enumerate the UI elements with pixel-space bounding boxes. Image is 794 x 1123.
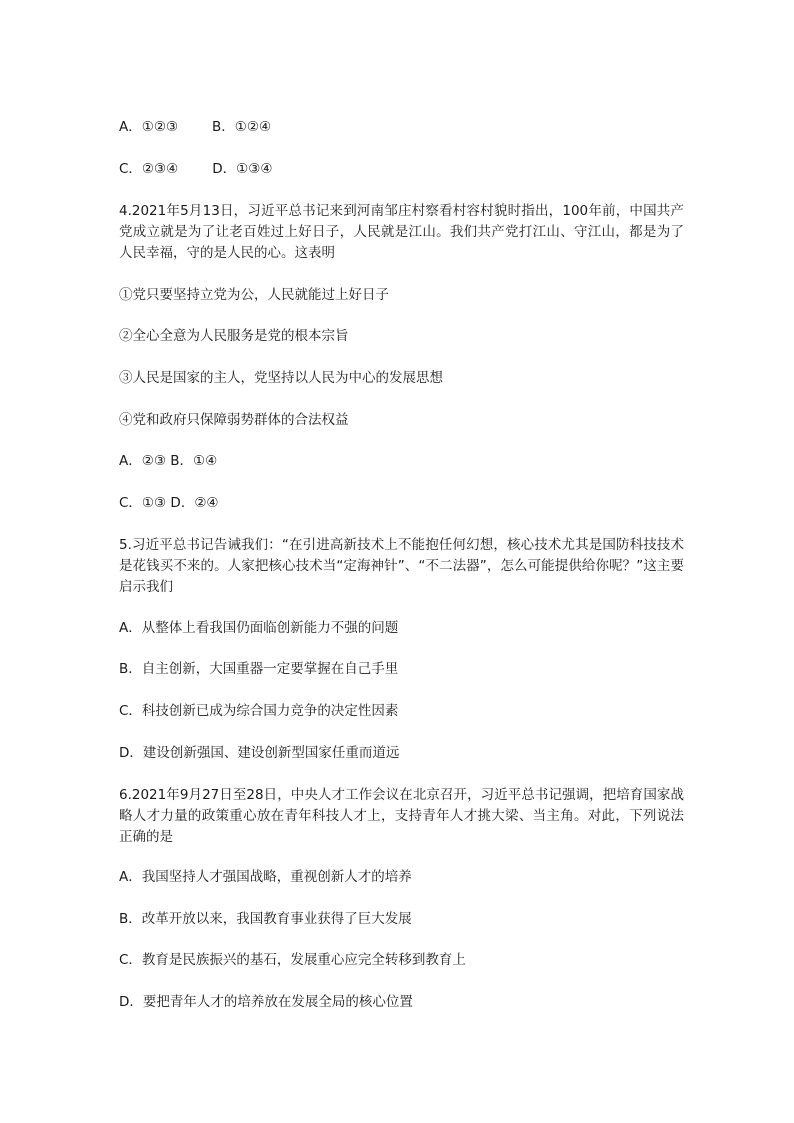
q4-stem: 4.2021年5月13日，习近平总书记来到河南邹庄村察看村容村貌时指出，100年前，中国共产党成立就是为了让老百姓过上好日子，人民就是江山。我们共产党打江山、守江山，都是为了人民幸福，守的是人民的心。这表明	[119, 203, 684, 261]
q3-option-d: D．①③④	[212, 161, 273, 177]
q5-option-d: D．建设创新强国、建设创新型国家任重而道远	[119, 745, 400, 761]
q4-item-1: ①党只要坚持立党为公，人民就能过上好日子	[119, 287, 389, 303]
q4-options-ab: A．②③ B．①④	[119, 453, 218, 469]
q3-option-b: B．①②④	[212, 119, 272, 135]
q6-option-a: A．我国坚持人才强国战略，重视创新人才的培养	[119, 869, 412, 885]
q6-option-b: B．改革开放以来，我国教育事业获得了巨大发展	[119, 911, 412, 927]
q3-options-row-1	[119, 117, 271, 138]
q4-options-cd: C．①③ D．②④	[119, 495, 219, 511]
q3-options-row-2	[119, 159, 272, 180]
q5-option-c: C．科技创新已成为综合国力竞争的决定性因素	[119, 703, 399, 719]
q5-stem: 5.习近平总书记告诫我们：“在引进高新技术上不能抱任何幻想，核心技术尤其是国防科技技术是花钱买不来的。人家把核心技术当“定海神针”、“不二法器”，怎么可能提供给你呢？”这主要启示我们	[119, 537, 684, 595]
q6-option-d: D．要把青年人才的培养放在发展全局的核心位置	[119, 994, 413, 1010]
q5-option-b: B．自主创新，大国重器一定要掌握在自己手里	[119, 661, 399, 677]
q6-stem: 6.2021年9月27日至28日，中央人才工作会议在北京召开，习近平总书记强调，把培育国家战略人才力量的政策重心放在青年科技人才上，支持青年人才挑大梁、当主角。对此，下列说法正确的是	[119, 787, 684, 845]
q4-item-3: ③人民是国家的主人，党坚持以人民为中心的发展思想	[119, 370, 443, 386]
q3-option-a: A．①②③	[119, 119, 179, 135]
q5-option-a: A．从整体上看我国仍面临创新能力不强的问题	[119, 620, 399, 636]
q4-item-4: ④党和政府只保障弱势群体的合法权益	[119, 412, 349, 428]
q4-item-2: ②全心全意为人民服务是党的根本宗旨	[119, 328, 349, 344]
q3-option-c: C．②③④	[119, 161, 179, 177]
q6-option-c: C．教育是民族振兴的基石，发展重心应完全转移到教育上	[119, 952, 466, 968]
